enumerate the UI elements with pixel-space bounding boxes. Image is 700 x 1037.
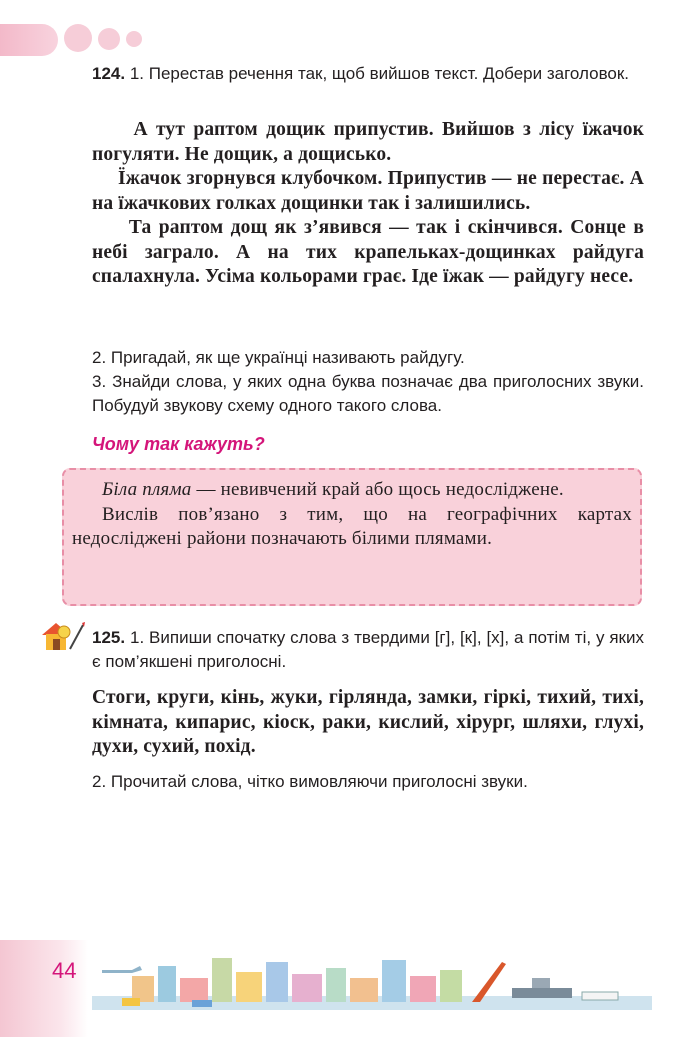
question-3: 3. Знайди слова, у яких одна буква позначає два приголосних звуки. Побудуй звукову схему одного такого слова. — [92, 372, 644, 415]
homework-house-icon — [40, 619, 86, 653]
task-number: 125. — [92, 628, 126, 647]
idiom-definition: Біла пляма — невивчений край або щось недосліджене. — [102, 479, 564, 500]
idiom-text — [72, 478, 632, 552]
paragraph: А тут раптом дощик припустив. Вийшов з лісу їжачок погуляти. Не дощик, а дощисько. — [92, 119, 645, 165]
paragraph: Їжачок згорнувся клубочком. Припустив — не перестає. А на їжачкових голках дощинки так і залишились. — [92, 168, 645, 214]
task-instruction: 1. Перестав речення так, щоб вийшов текст. Добери заголовок. — [129, 64, 630, 83]
word-list: Стоги, круги, кінь, жуки, гірлянда, замки, гіркі, тихий, тихі, кімната, кипарис, кіоск, раки, кислий, хірург, шляхи, глухі, духи, сухий, похід. — [92, 687, 644, 757]
task-125-words — [92, 686, 644, 760]
city-illustration — [92, 948, 652, 1010]
task-instruction: 1. Випиши спочатку слова з твердими [г], [к], [х], а потім ті, у яких є пом’якшені приголосні. — [92, 628, 644, 671]
task-124-questions — [92, 346, 644, 418]
paragraph: Та раптом дощ як з’явився — так і скінчився. Сонце в небі заграло. А на тих крапельках-дощинках райдуга спалахнула. Усіма кольорами грає. Іде їжак — райдугу несе. — [92, 217, 644, 287]
task-124-text — [92, 118, 644, 290]
task-124-header — [92, 62, 644, 86]
header-decoration — [0, 20, 160, 60]
page-number: 44 — [52, 958, 77, 983]
margin-decoration — [0, 940, 88, 1037]
question-2: 2. Прочитай слова, чітко вимовляючи приголосні звуки. — [92, 772, 528, 791]
idiom-term: Біла пляма — [102, 479, 192, 500]
idiom-explanation: Вислів пов’язано з тим, що на географічних картах недосліджені райони позначають білими плямами. — [72, 503, 632, 549]
task-number: 124. — [92, 64, 126, 83]
question-2: 2. Пригадай, як ще українці називають райдугу. — [92, 348, 465, 367]
section-title: Чому так кажуть? — [92, 434, 265, 454]
task-125-header — [92, 626, 644, 674]
task-125-question — [92, 770, 644, 794]
